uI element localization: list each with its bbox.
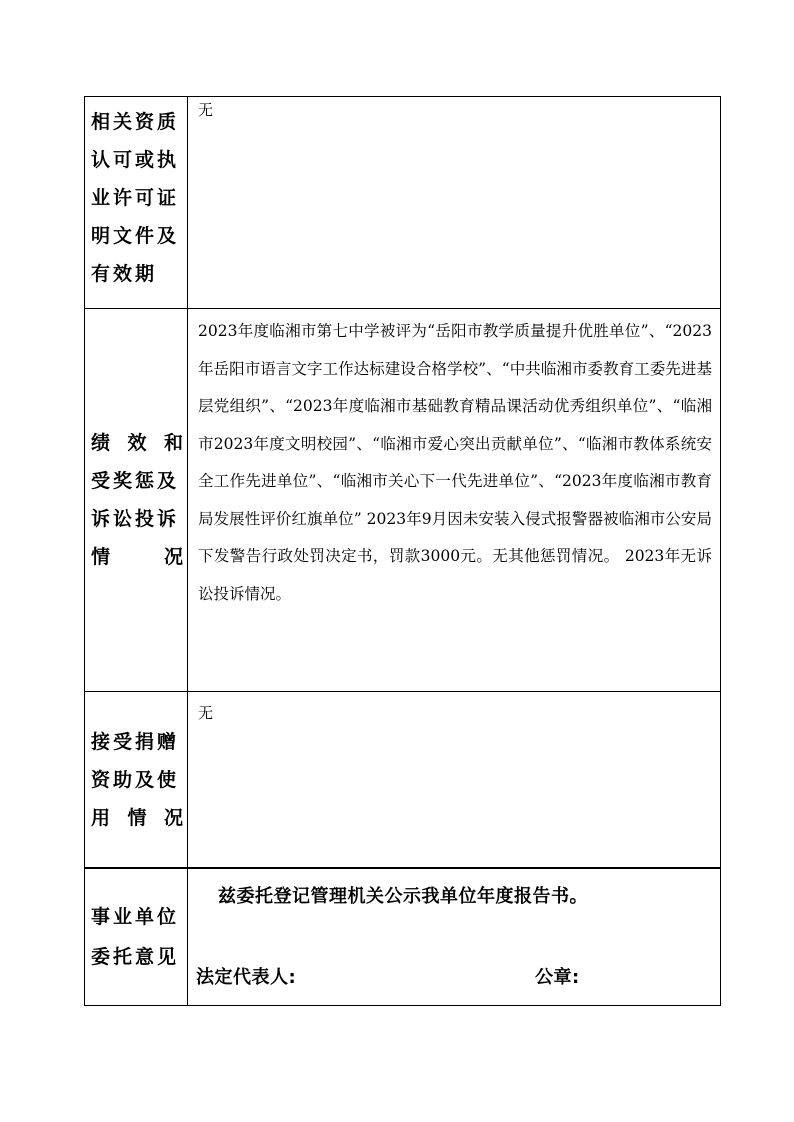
label-line: 业许可证 bbox=[91, 187, 180, 209]
label-line: 绩 效 和 bbox=[91, 432, 183, 454]
official-seal-label: 公章: bbox=[535, 967, 580, 988]
label-line: 明文件及 bbox=[91, 225, 180, 247]
donation-value: 无 bbox=[198, 704, 214, 722]
legal-representative-label: 法定代表人: bbox=[196, 967, 297, 988]
label-line: 委托意见 bbox=[91, 946, 180, 968]
label-line: 接受捐赠 bbox=[91, 730, 180, 753]
performance-label bbox=[85, 309, 188, 692]
label-line: 有效期 bbox=[91, 263, 158, 285]
donation-row bbox=[85, 692, 721, 869]
label-line: 诉讼投诉 bbox=[91, 508, 180, 530]
performance-content bbox=[188, 309, 721, 692]
entrust-content bbox=[188, 868, 721, 1006]
qualification-label bbox=[85, 97, 188, 309]
donation-label bbox=[85, 692, 188, 869]
entrust-row bbox=[85, 868, 721, 1006]
qualification-value: 无 bbox=[198, 101, 214, 119]
annual-report-table bbox=[84, 96, 721, 1006]
label-line: 资助及使 bbox=[91, 768, 180, 791]
label-line: 相关资质 bbox=[91, 111, 180, 133]
label-line: 情 况 bbox=[91, 546, 183, 568]
label-line: 受奖惩及 bbox=[91, 470, 180, 492]
performance-row bbox=[85, 309, 721, 692]
entrust-notice: 兹委托登记管理机关公示我单位年度报告书。 bbox=[218, 886, 588, 907]
label-line: 用 情 况 bbox=[91, 806, 183, 829]
qualification-content bbox=[188, 97, 721, 309]
label-line: 认可或执 bbox=[91, 149, 180, 171]
label-line: 事业单位 bbox=[91, 906, 180, 928]
qualification-row bbox=[85, 97, 721, 309]
entrust-label bbox=[85, 868, 188, 1006]
donation-content bbox=[188, 692, 721, 869]
performance-text: 2023年度临湘市第七中学被评为“岳阳市教学质量提升优胜单位”、“2023年岳阳市语言文字工作达标建设合格学校”、“中共临湘市委教育工委先进基层党组织”、“2023年度临湘市基础教育精品课活动优秀组织单位”、“临湘市2023年度文明校园”、“临湘市爱心突出贡献单位”、“临湘市教体系统安全工作先进单位”、“临湘市关心下一代先进单位”、“2023年度临湘市教育局发展性评价红旗单位” 2023年9月因未安装入侵式报警器被临湘市公安局下发警告行政处罚决定书，罚款3000元。无其他惩罚情况。 2023年无诉讼投诉情况。 bbox=[198, 322, 712, 603]
